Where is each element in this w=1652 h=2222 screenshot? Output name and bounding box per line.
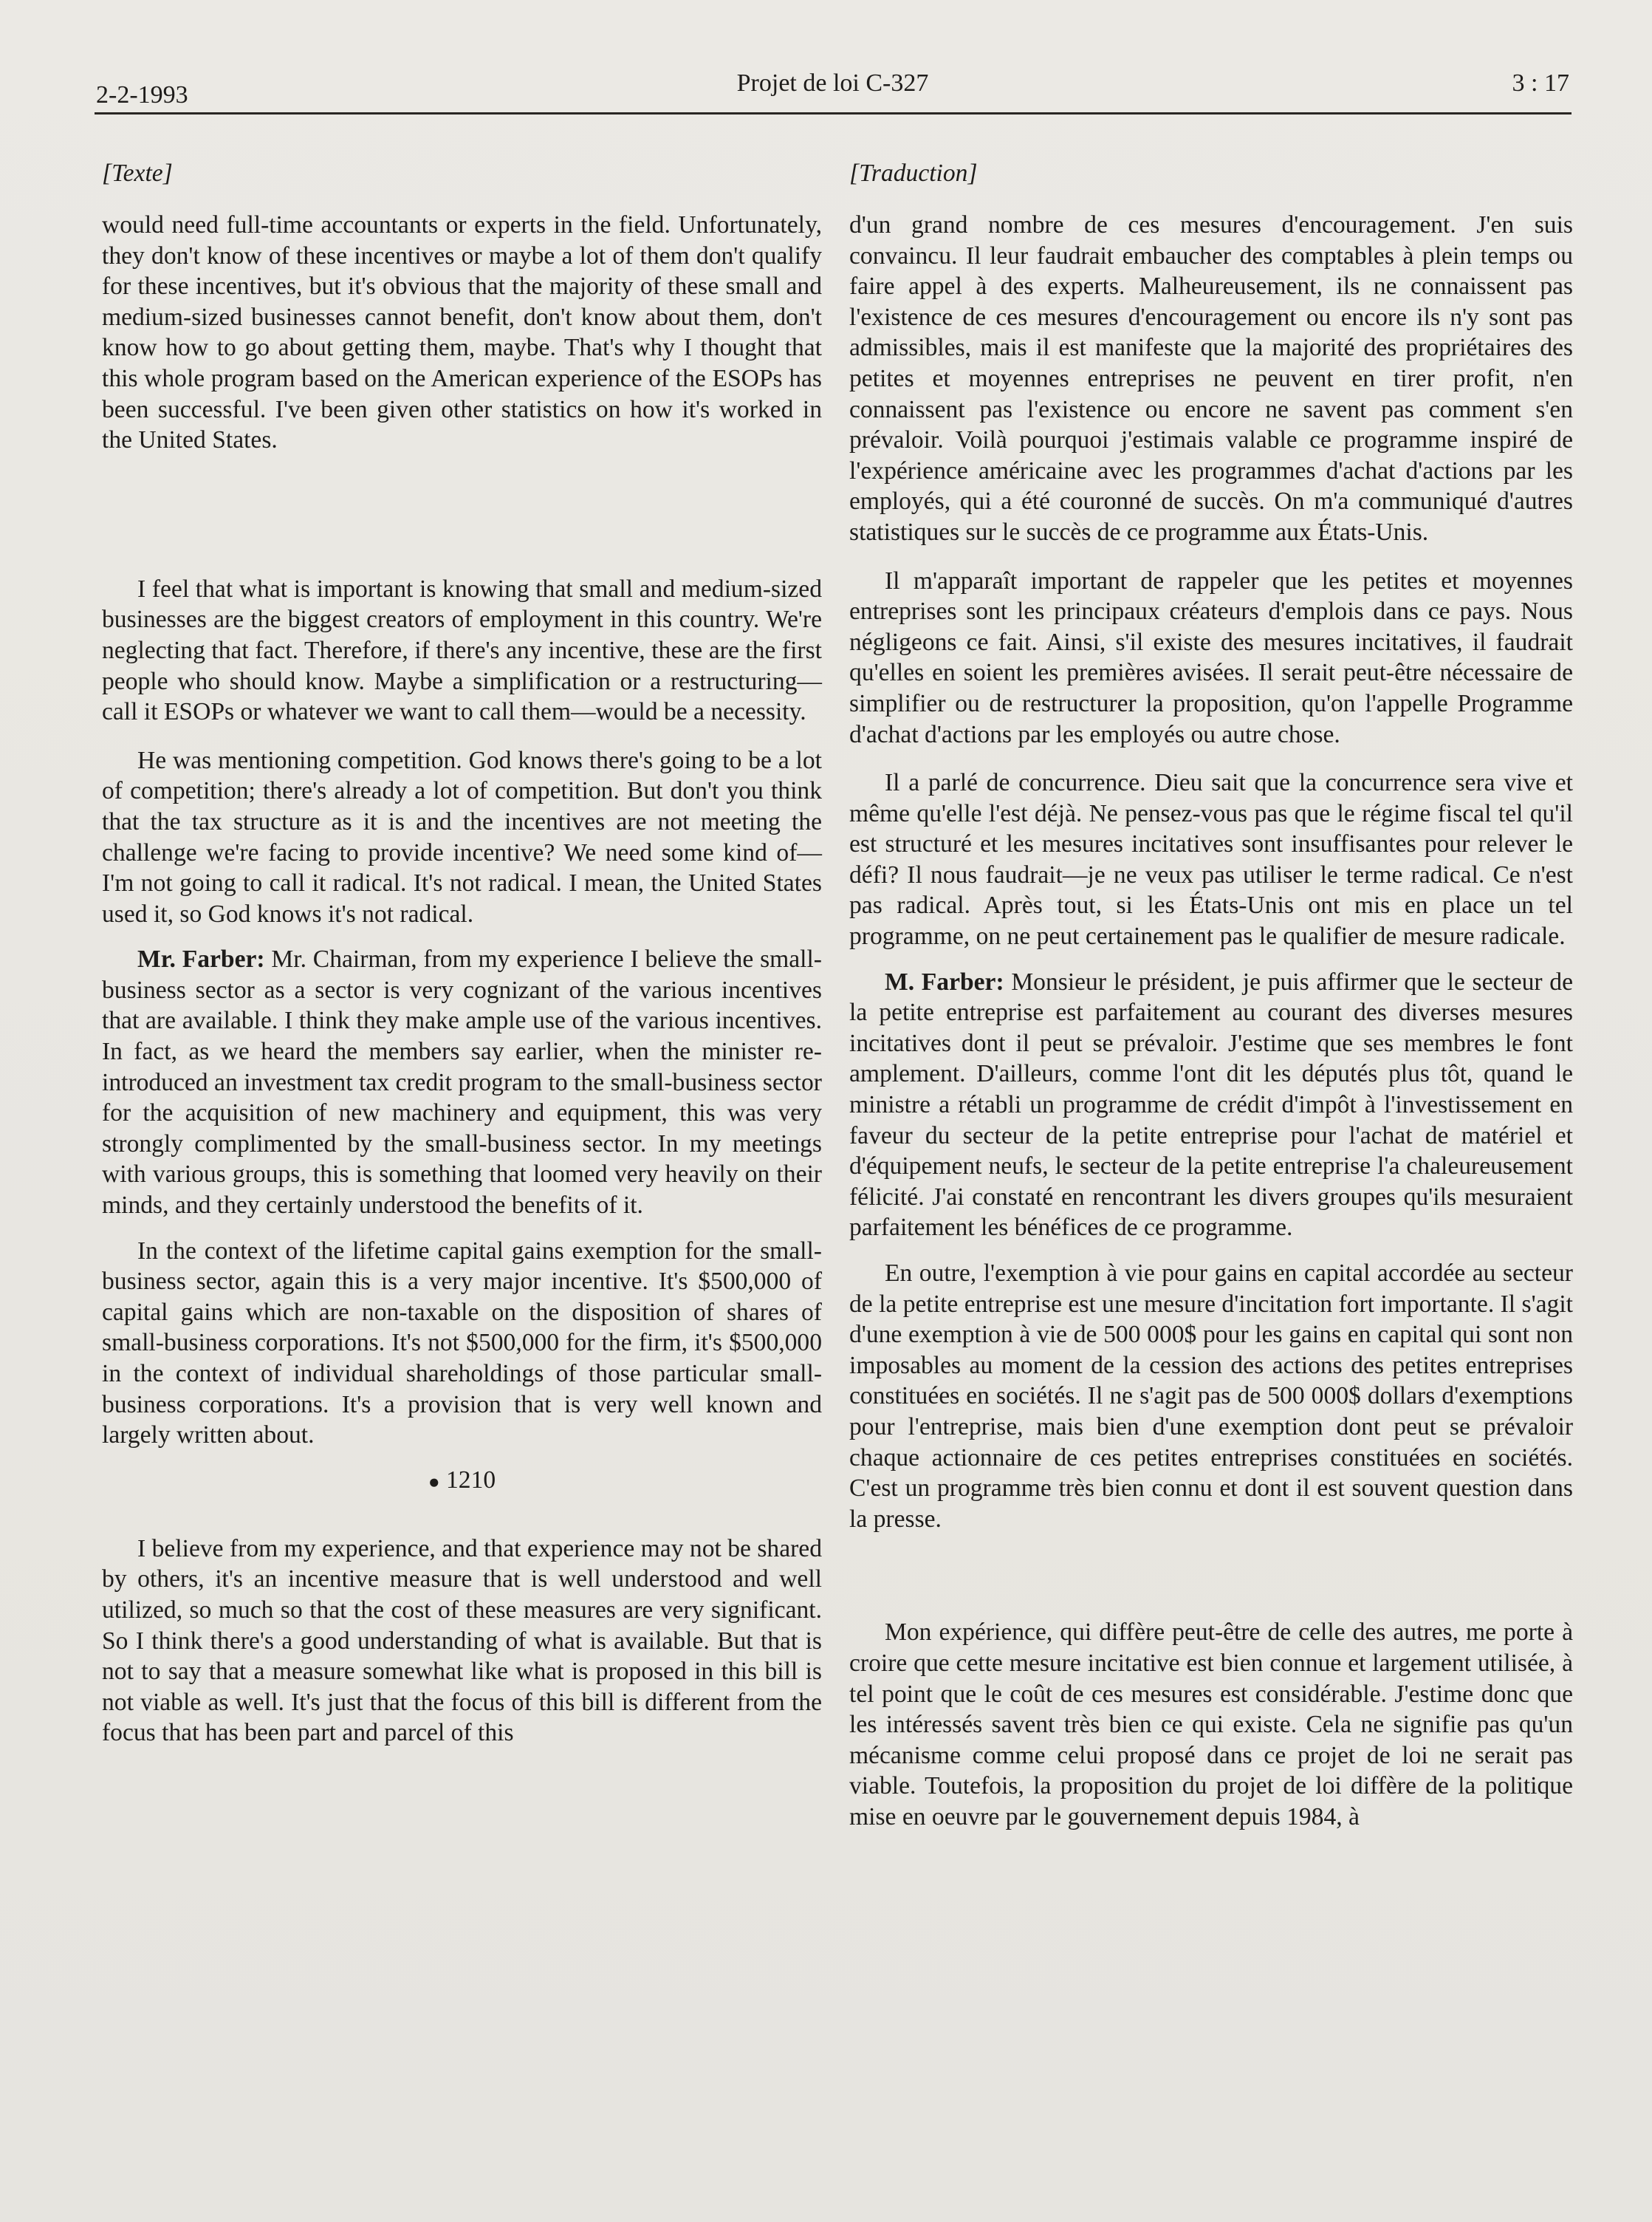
spacer — [849, 1534, 1573, 1617]
english-column — [102, 155, 822, 1748]
paragraph: Il a parlé de concurrence. Dieu sait que la concurrence sera vive et même qu'elle l'est déjà. Ne pensez-vous pas que le régime fiscal tel qu'il est structuré et les mesures incitatives sont insuffisantes pour relever le défi? Il nous faudrait—je ne veux pas utiliser le terme radical. Ce n'est pas radical. Après tout, si les États-Unis ont mis en place un tel programme, on ne peut certainement pas le qualifier de mesure radicale. — [849, 769, 1573, 951]
header-page-number: 3 : 17 — [1512, 69, 1569, 97]
spacer — [849, 548, 1573, 566]
paragraph: En outre, l'exemption à vie pour gains en capital accordée au secteur de la petite entreprise est une mesure d'incitation fort importante. Il s'agit d'une exemption à vie de 500 000$ pour les gains en capital qui sont non imposables au moment de la cession des actions des petites entreprises constituées en sociétés. Il ne s'agit pas de 500 000$ dollars d'exemptions pour l'entreprise, mais bien d'une exemption dont peut se prévaloir chaque actionnaire de ces petites entreprises constituées en sociétés. C'est un programme très bien connu et dont il est souvent question dans la presse. — [849, 1259, 1573, 1533]
spacer — [849, 750, 1573, 768]
french-column — [849, 155, 1573, 1833]
paragraph — [102, 944, 822, 1220]
paragraph: Il m'apparaît important de rappeler que les petites et moyennes entreprises sont les principaux créateurs d'emplois dans ce pays. Nous négligeons ce fait. Ainsi, s'il existe des mesures incitatives, il faudrait qu'elles en soient les premières avisées. Il serait peut-être nécessaire de simplifier ou de restructurer la proposition, qu'on l'appelle Programme d'achat d'actions par les employés ou autre chose. — [849, 567, 1573, 748]
time-marker — [102, 1451, 822, 1534]
paragraph: d'un grand nombre de ces mesures d'encouragement. J'en suis convaincu. Il leur faudrait embaucher des comptables à plein temps ou faire appel à des experts. Malheureusement, ils ne connaissent pas l'existence de ces mesures d'encouragement ou encore ils n'y sont pas admissibles, mais il est manifeste que la majorité des propriétaires des petites et moyennes entreprises ne peuvent en tirer profit, n'en connaissent pas l'existence ou encore ne savent pas comment s'en prévaloir. Voilà pourquoi j'estimais valable ce programme inspiré de l'expérience américaine avec les programmes d'achat d'actions par les employés, qui a été couronné de succès. On m'a communiqué d'autres statistiques sur le succès de ce programme aux États-Unis. — [849, 211, 1573, 546]
time-marker-value: 1210 — [445, 1466, 496, 1494]
spacer — [102, 456, 822, 574]
english-column-label: [Texte] — [102, 160, 173, 187]
spacer — [102, 728, 822, 745]
spacer — [102, 929, 822, 944]
paragraph: I feel that what is important is knowing that small and medium-sized businesses are the biggest creators of employment in this country. We're neglecting that fact. Therefore, if there's any incentive, these are the first people who should know. Maybe a simplification or a restructuring—call it ESOPs or whatever we want to call them—would be a necessity. — [102, 575, 822, 726]
paragraph: I believe from my experience, and that experience may not be shared by others, it's an incentive measure that is well understood and well utilized, so much so that the cost of these measures are very significant. So I think there's a good understanding of what is available. But that is not to say that a measure somewhat like what is proposed in this bill is not viable as well. It's just that the focus of this bill is different from the focus that has been part and parcel of this — [102, 1534, 822, 1747]
header-rule — [95, 112, 1572, 114]
speaker-text: Mr. Chairman, from my experience I believe the small-business sector as a sector is very cognizant of the various incentives that are available. I think they make ample use of the various incentives. In fact, as we heard the members say earlier, when the minister re-introduced an investment tax credit program to the small-business sector for the acquisition of new machinery and equipment, this was very strongly complimented by the small-business sector. In my meetings with various groups, this is something that loomed very heavily on their minds, and they certainly understood the benefits of it. — [102, 946, 822, 1220]
spacer — [102, 1221, 822, 1236]
spacer — [849, 1243, 1573, 1258]
paragraph — [849, 967, 1573, 1243]
header-date: 2-2-1993 — [96, 81, 188, 109]
header-title: Projet de loi C-327 — [736, 69, 929, 97]
paragraph: In the context of the lifetime capital gains exemption for the small-business sector, again this is a very major incentive. It's $500,000 of capital gains which are non-taxable on the disposition of shares of small-business corporations. It's not $500,000 for the firm, it's $500,000 in the context of individual shareholdings of those particular small-business corporations. It's a provision that is very well known and largely written about. — [102, 1237, 822, 1449]
page-header — [96, 68, 1569, 112]
paragraph: Mon expérience, qui diffère peut-être de celle des autres, me porte à croire que cette mesure incitative est bien connue et largement utilisée, à tel point que le coût de ces mesures est considérable. J'estime donc que les intéressés savent très bien ce qui existe. Cela ne signifie pas qu'un mécanisme comme celui proposé dans ce projet de loi ne serait pas viable. Toutefois, la proposition du projet de loi diffère de la politique mise en oeuvre par le gouvernement depuis 1984, à — [849, 1618, 1573, 1830]
speaker-text: Monsieur le président, je puis affirmer que le secteur de la petite entreprise est parfaitement au courant des diverses mesures incitatives dont il peut se prévaloir. J'estime que ses membres le font amplement. D'ailleurs, comme l'ont dit les députés plus tôt, quand le ministre a rétabli un programme de crédit d'impôt à l'investissement en faveur du secteur de la petite entreprise pour l'achat de matériel et d'équipement neufs, le secteur de la petite entreprise l'a chaleureusement félicité. J'ai constaté en rencontrant les divers groupes qu'ils mesuraient parfaitement les bénéfices de ce programme. — [849, 968, 1573, 1242]
paragraph: would need full-time accountants or experts in the field. Unfortunately, they don't know of these incentives or maybe a lot of them don't qualify for these incentives, but it's obvious that the majority of these small and medium-sized businesses cannot benefit, don't know about them, don't know how to go about getting them, maybe. That's why I thought that this whole program based on the American experience of the ESOPs has been successful. I've been given other statistics on how it's worked in the United States. — [102, 211, 822, 454]
speaker-name: M. Farber: — [885, 968, 1004, 996]
spacer — [849, 952, 1573, 967]
paragraph: He was mentioning competition. God knows there's going to be a lot of competition; there's already a lot of competition. But don't you think that the tax structure as it is and the incentives are not meeting the challenge we're facing to provide incentive? We need some kind of—I'm not going to call it radical. It's not radical. I mean, the United States used it, so God knows it's not radical. — [102, 746, 822, 928]
speaker-name: Mr. Farber: — [137, 946, 265, 974]
bullet-icon: ● — [428, 1471, 440, 1493]
french-column-label: [Traduction] — [849, 160, 978, 187]
